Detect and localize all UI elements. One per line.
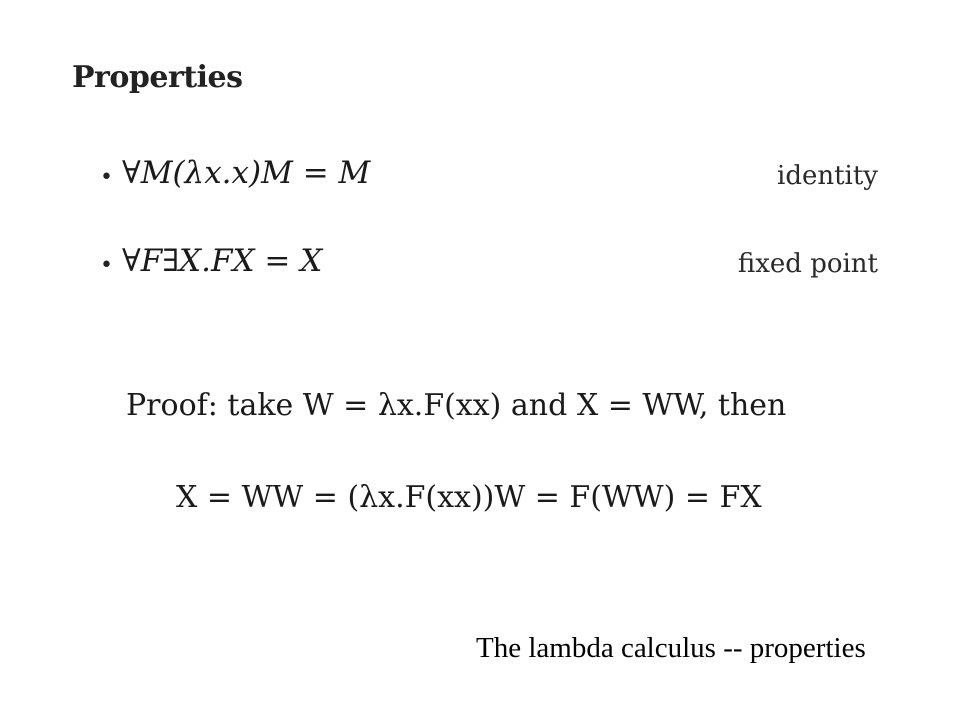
bullet-icon: • xyxy=(100,165,113,190)
fixed-point-label: fixed point xyxy=(737,249,878,279)
property-fixed-point xyxy=(100,243,880,283)
proof-derivation: X = WW = (λx.F(xx))W = F(WW) = FX xyxy=(176,480,762,515)
identity-label: identity xyxy=(777,161,878,191)
section-heading: Properties xyxy=(72,60,243,95)
slide-caption: The lambda calculus -- properties xyxy=(476,632,866,664)
identity-formula: ∀M(λx.x)M = M xyxy=(122,155,371,191)
bullet-icon: • xyxy=(100,253,113,278)
property-identity xyxy=(100,155,880,195)
fixed-point-formula: ∀F∃X.FX = X xyxy=(122,243,323,279)
proof-statement: Proof: take W = λx.F(xx) and X = WW, then xyxy=(126,388,787,423)
